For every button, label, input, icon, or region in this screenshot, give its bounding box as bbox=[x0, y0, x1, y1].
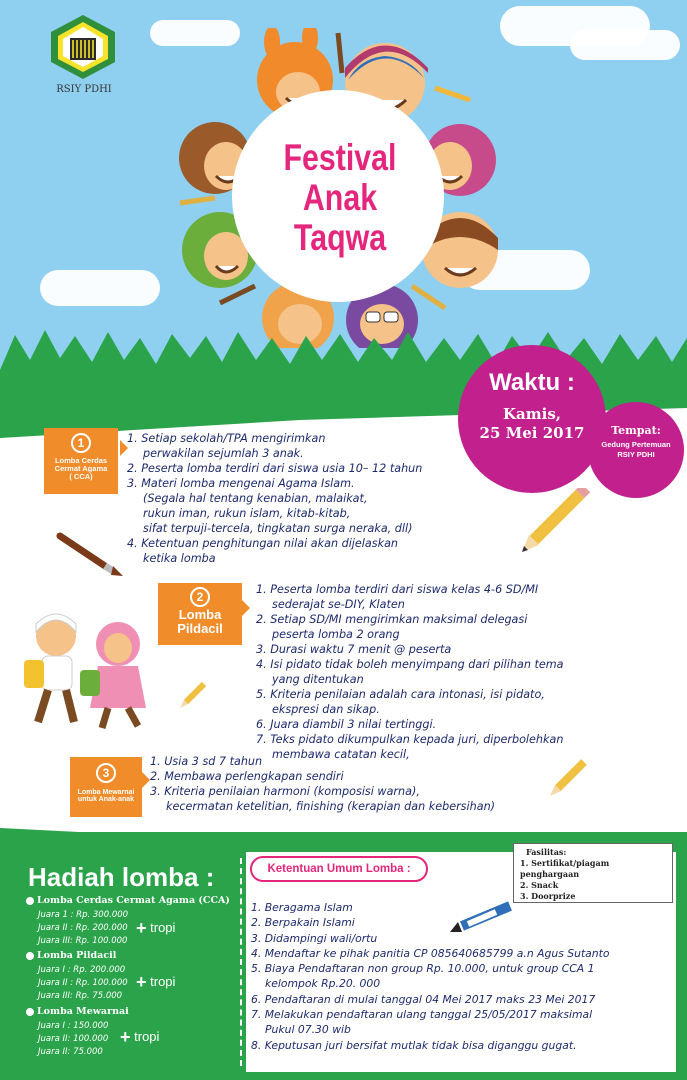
tropi-label bbox=[136, 972, 175, 993]
rule-line: 2. Peserta lomba terdiri dari siswa usia 10– 12 tahun bbox=[127, 462, 423, 475]
tempat-place-line: Gedung Pertemuan bbox=[601, 440, 671, 449]
umum-item: 8. Keputusan juri bersifat mutlak tidak bisa diganggu gugat. bbox=[251, 1038, 577, 1052]
bullet-icon bbox=[26, 1008, 34, 1016]
rule-line: 3. Kriteria penilaian harmoni (komposisi warna), bbox=[150, 785, 420, 798]
rule-line: 1. Peserta lomba terdiri dari siswa kelas 4-6 SD/MI bbox=[256, 583, 539, 596]
rule-line: membawa catatan kecil, bbox=[272, 748, 410, 761]
juara-line: Juara I : Rp. 200.000 bbox=[38, 965, 126, 975]
hadiah-category bbox=[26, 895, 230, 906]
mosque-shield-icon bbox=[48, 14, 118, 80]
lomba-number: 3 bbox=[96, 763, 116, 783]
festival-title-line: Festival bbox=[283, 137, 397, 178]
rule-line: perwakilan sejumlah 3 anak. bbox=[143, 447, 304, 460]
arrow-icon bbox=[142, 772, 150, 788]
pencil-icon bbox=[520, 488, 590, 554]
juara-line: Juara I : 150.000 bbox=[38, 1021, 109, 1031]
lomba-name-line: Pildacil bbox=[177, 620, 223, 636]
rule-line: 4. Ketentuan penghitungan nilai akan dijelaskan bbox=[127, 537, 399, 550]
fasilitas-item: 3. Doorprize bbox=[520, 891, 576, 901]
hadiah-category-name: Lomba Mewarnai bbox=[37, 1006, 129, 1017]
ketentuan-umum-title: Ketentuan Umum Lomba : bbox=[250, 856, 428, 882]
umum-item: 5. Biaya Pendaftaran non group Rp. 10.000, untuk group CCA 1 bbox=[251, 962, 595, 976]
bullet-icon bbox=[26, 897, 34, 905]
umum-item: 7. Melakukan pendaftaran ulang tanggal 25/05/2017 maksimal bbox=[251, 1008, 593, 1022]
rule-line: yang ditentukan bbox=[272, 673, 364, 686]
rule-line: 1. Usia 3 sd 7 tahun bbox=[150, 755, 263, 768]
rule-line: ketika lomba bbox=[143, 552, 216, 565]
tropi-label bbox=[136, 918, 175, 939]
rule-line: 5. Kriteria penilaian adalah cara intonasi, isi pidato, bbox=[256, 688, 545, 701]
logo-text: RSIY PDHI bbox=[56, 84, 112, 95]
rule-line: kecermatan ketelitian, finishing (kerapian dan kebersihan) bbox=[166, 800, 496, 813]
tempat-badge bbox=[588, 402, 684, 498]
lomba-3-rules bbox=[150, 754, 550, 814]
umum-item: 1. Beragama Islam bbox=[251, 901, 353, 914]
juara-line: Juara II: 100.000 bbox=[38, 1034, 109, 1044]
arrow-icon bbox=[242, 600, 250, 616]
festival-title-line: Taqwa bbox=[293, 217, 387, 258]
lomba-name-line: untuk Anak-anak bbox=[77, 796, 135, 804]
tropi-label bbox=[120, 1027, 159, 1048]
rule-line: 7. Teks pidato dikumpulkan kepada juri, diperbolehkan bbox=[256, 733, 564, 746]
plus-icon: + bbox=[136, 918, 147, 938]
pencil-icon bbox=[548, 756, 590, 798]
festival-title bbox=[258, 138, 422, 258]
lomba-name-line: Lomba bbox=[178, 607, 222, 622]
lomba-name-line: Lomba Cerdas bbox=[54, 456, 108, 465]
lomba-3-badge bbox=[70, 757, 142, 817]
festival-title-line: Anak bbox=[302, 177, 378, 218]
juara-line: Juara II : Rp. 200.000 bbox=[38, 923, 128, 933]
bullet-icon bbox=[26, 952, 34, 960]
fasilitas-item: 2. Snack bbox=[520, 880, 559, 890]
tempat-title: Tempat: bbox=[611, 424, 661, 437]
umum-item: Pukul 07.30 wib bbox=[265, 1023, 351, 1037]
umum-item: 2. Berpakain Islami bbox=[251, 916, 355, 930]
logo bbox=[40, 14, 128, 110]
lomba-2-rules bbox=[256, 582, 616, 762]
dashed-divider bbox=[240, 858, 242, 1066]
hadiah-category-name: Lomba Pildacil bbox=[37, 950, 117, 961]
juara-line: Juara III: Rp. 75.000 bbox=[38, 991, 123, 1001]
rule-line: sifat terpuji-tercela, tingkatan surga neraka, dll) bbox=[143, 522, 413, 535]
lomba-name bbox=[44, 457, 118, 481]
rule-line: 6. Juara diambil 3 nilai tertinggi. bbox=[256, 718, 437, 731]
plus-icon: + bbox=[136, 972, 147, 992]
rule-line: 2. Setiap SD/MI mengirimkan maksimal delegasi bbox=[256, 613, 528, 626]
lomba-name-line: Lomba Mewarnai bbox=[77, 789, 135, 796]
lomba-name-line: ( CCA) bbox=[69, 471, 93, 481]
umum-item: kelompok Rp.20. 000 bbox=[265, 977, 381, 991]
waktu-title: Waktu : bbox=[489, 369, 575, 396]
umum-item: 6. Pendaftaran di mulai tanggal 04 Mei 2017 maks 23 Mei 2017 bbox=[251, 992, 596, 1006]
juara-line: Juara II : Rp. 100.000 bbox=[38, 978, 128, 988]
rule-line: (Segala hal tentang kenabian, malaikat, bbox=[143, 492, 368, 505]
lomba-number: 2 bbox=[190, 587, 210, 607]
rule-line: peserta lomba 2 orang bbox=[272, 628, 400, 641]
cloud bbox=[570, 30, 680, 60]
fasilitas-item: 1. Sertifikat/piagam penghargaan bbox=[520, 858, 610, 879]
rule-line: ekspresi dan sikap. bbox=[272, 703, 380, 716]
marker-icon bbox=[448, 900, 516, 934]
tropi-text: tropi bbox=[134, 1029, 160, 1044]
tropi-text: tropi bbox=[150, 920, 176, 935]
fasilitas-box bbox=[513, 843, 673, 903]
rule-line: sederajat se-DIY, Klaten bbox=[272, 598, 405, 611]
rule-line: 2. Membawa perlengkapan sendiri bbox=[150, 770, 344, 783]
lomba-number: 1 bbox=[71, 433, 91, 453]
tempat-place bbox=[592, 440, 680, 460]
tempat-place-line: RSIY PDHI bbox=[617, 450, 655, 459]
hadiah-category-name: Lomba Cerdas Cermat Agama (CCA) bbox=[37, 895, 230, 906]
pencil-icon bbox=[178, 680, 208, 710]
fasilitas-title: Fasilitas: bbox=[526, 847, 567, 857]
juara-line: Juara II: 75.000 bbox=[38, 1047, 103, 1057]
hadiah-title: Hadiah lomba : bbox=[28, 862, 215, 892]
lomba-2-badge bbox=[158, 583, 242, 645]
rule-line: 1. Setiap sekolah/TPA mengirimkan bbox=[127, 432, 326, 445]
hadiah-category bbox=[26, 950, 116, 961]
paintbrush-icon bbox=[55, 528, 125, 578]
lomba-name bbox=[70, 789, 142, 804]
rule-line: 4. Isi pidato tidak boleh menyimpang dari pilihan tema bbox=[256, 658, 564, 671]
juara-line: Juara 1 : Rp. 300.000 bbox=[38, 910, 129, 920]
plus-icon: + bbox=[120, 1027, 131, 1047]
lomba-name-line: Cermat Agama bbox=[54, 463, 108, 473]
umum-item: 3. Didampingi wali/ortu bbox=[251, 931, 378, 945]
rule-line: 3. Materi lomba mengenai Agama Islam. bbox=[127, 477, 355, 490]
lomba-name bbox=[158, 608, 242, 635]
lomba-1-rules bbox=[127, 431, 487, 566]
running-kids-illustration bbox=[14, 604, 164, 736]
rule-line: rukun iman, rukun islam, kitab-kitab, bbox=[143, 507, 351, 520]
waktu-day: Kamis, bbox=[503, 405, 561, 423]
juara-line: Juara III: Rp. 100.000 bbox=[38, 936, 128, 946]
lomba-1-badge bbox=[44, 428, 118, 494]
rule-line: 3. Durasi waktu 7 menit @ peserta bbox=[256, 643, 452, 656]
waktu-full-date: 25 Mei 2017 bbox=[479, 424, 585, 442]
tropi-text: tropi bbox=[150, 974, 176, 989]
cloud bbox=[40, 270, 160, 306]
umum-item: 4. Mendaftar ke pihak panitia CP 085640685799 a.n Agus Sutanto bbox=[251, 946, 610, 960]
hadiah-category bbox=[26, 1006, 129, 1017]
